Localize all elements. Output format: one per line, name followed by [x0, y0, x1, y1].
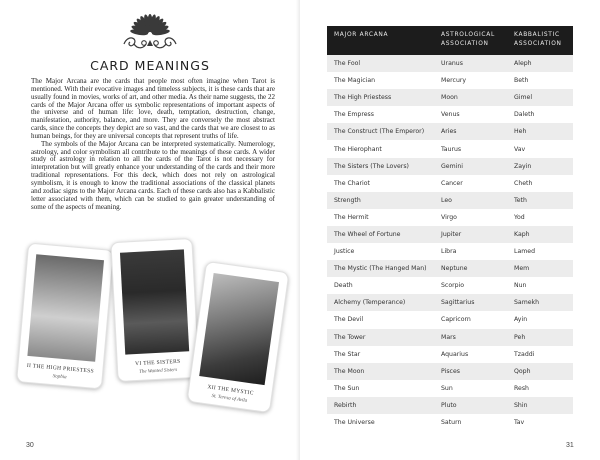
table-header-row [327, 26, 573, 55]
cell-astrological: Gemini [434, 158, 507, 175]
cell-kabbalistic: Ayin [507, 311, 573, 328]
cell-kabbalistic: Vav [507, 140, 573, 157]
header-kabbalistic: KABBALISTIC ASSOCIATION [507, 26, 573, 55]
cell-kabbalistic: Samekh [507, 294, 573, 311]
card-illustration [27, 254, 104, 362]
cell-kabbalistic: Shin [507, 397, 573, 414]
cell-astrological: Jupiter [434, 226, 507, 243]
page-number: 30 [26, 442, 34, 449]
card-caption: XII THE MYSTIC [206, 384, 255, 397]
table-row [327, 158, 573, 175]
table-row [327, 55, 573, 72]
cell-astrological: Virgo [434, 209, 507, 226]
table-row [327, 123, 573, 140]
cell-astrological: Neptune [434, 260, 507, 277]
page-title: CARD MEANINGS [90, 58, 210, 73]
table-body [327, 55, 573, 431]
cell-astrological: Cancer [434, 175, 507, 192]
associations-table [327, 26, 573, 431]
cell-kabbalistic: Zayin [507, 158, 573, 175]
table-row [327, 414, 573, 431]
table-row [327, 277, 573, 294]
cell-major-arcana: The Star [327, 346, 434, 363]
cell-astrological: Capricorn [434, 311, 507, 328]
cell-major-arcana: The Mystic (The Hanged Man) [327, 260, 434, 277]
body-text [31, 78, 275, 211]
cell-major-arcana: The Moon [327, 363, 434, 380]
cell-astrological: Saturn [434, 414, 507, 431]
cell-major-arcana: The Hermit [327, 209, 434, 226]
cell-astrological: Aquarius [434, 346, 507, 363]
cell-kabbalistic: Nun [507, 277, 573, 294]
table-row [327, 175, 573, 192]
cell-kabbalistic: Daleth [507, 106, 573, 123]
cell-astrological: Leo [434, 192, 507, 209]
cell-kabbalistic: Heh [507, 123, 573, 140]
cell-astrological: Pisces [434, 363, 507, 380]
cell-kabbalistic: Lamed [507, 243, 573, 260]
card-subtitle: Sophia [52, 374, 67, 381]
card-illustration [120, 249, 189, 354]
table-row [327, 329, 573, 346]
cell-major-arcana: Strength [327, 192, 434, 209]
cell-major-arcana: The Sun [327, 380, 434, 397]
card-caption: II THE HIGH PRIESTESS [26, 362, 95, 375]
tarot-card-mystic [187, 261, 290, 413]
cell-astrological: Scorpio [434, 277, 507, 294]
cell-major-arcana: The Magician [327, 72, 434, 89]
cell-astrological: Sagittarius [434, 294, 507, 311]
table-row [327, 346, 573, 363]
cell-major-arcana: The Construct (The Emperor) [327, 123, 434, 140]
header-major-arcana: MAJOR ARCANA [327, 26, 434, 55]
paragraph: The symbols of the Major Arcana can be interpreted systematically. Numerology, astrology, and color symbolism all contribute to the meanings of these cards. A wider study of astrology in relation to all the cards of the Tarot is not necessary for interpretation but will greatly enhance your understanding of the cards and their more traditional representations. For this deck, which does not rely on astrological symbolism, it is enough to know the traditional associations of the classical planets and zodiac signs to the Major Arcana cards. Each of these cards also has a Kabbalistic letter associated with them, which can be studied to gain greater understanding of some of the aspects of meaning. [31, 139, 275, 211]
cell-kabbalistic: Peh [507, 329, 573, 346]
cell-astrological: Taurus [434, 140, 507, 157]
table-row [327, 311, 573, 328]
cell-kabbalistic: Kaph [507, 226, 573, 243]
table-row [327, 106, 573, 123]
table-row [327, 294, 573, 311]
table-row [327, 397, 573, 414]
cell-major-arcana: Death [327, 277, 434, 294]
cell-kabbalistic: Gimel [507, 89, 573, 106]
cell-astrological: Venus [434, 106, 507, 123]
table-row [327, 72, 573, 89]
cell-major-arcana: Rebirth [327, 397, 434, 414]
palmette-fan-ornament-icon [118, 4, 182, 54]
tarot-card-high-priestess [16, 243, 114, 390]
table-row [327, 243, 573, 260]
cell-astrological: Mercury [434, 72, 507, 89]
table-row [327, 192, 573, 209]
cell-kabbalistic: Tzaddi [507, 346, 573, 363]
cell-major-arcana: The Universe [327, 414, 434, 431]
cell-major-arcana: The Fool [327, 55, 434, 72]
cell-major-arcana: The Empress [327, 106, 434, 123]
cell-major-arcana: The Tower [327, 329, 434, 346]
cell-kabbalistic: Tav [507, 414, 573, 431]
cell-astrological: Uranus [434, 55, 507, 72]
cell-major-arcana: The Chariot [327, 175, 434, 192]
table-row [327, 260, 573, 277]
card-illustration [199, 273, 279, 385]
table-row [327, 363, 573, 380]
card-subtitle: The Wanted Sisters [139, 367, 178, 375]
cell-kabbalistic: Beth [507, 72, 573, 89]
header-astrological: ASTROLOGICAL ASSOCIATION [434, 26, 507, 55]
cell-major-arcana: Alchemy (Temperance) [327, 294, 434, 311]
cell-major-arcana: The Hierophant [327, 140, 434, 157]
paragraph: The Major Arcana are the cards that people most often imagine when Tarot is mentioned. With their evocative images and timeless subjects, it is these cards that are usually found in movies, works of art, and other media. As their name suggests, the 22 cards of the Major Arcana offer us symbolic representations of important aspects of the universe and of human life: love, death, temptation, destruction, change, manifestation, authority, balance, and more. They are conversely the most abstract cards, since the concepts they depict are so vast, and the cards that we are closest to as human beings, for they are universal concepts that represent truths of life. [31, 77, 275, 140]
card-caption: VI THE SISTERS [134, 358, 181, 368]
cell-kabbalistic: Resh [507, 380, 573, 397]
table-row [327, 209, 573, 226]
cell-astrological: Sun [434, 380, 507, 397]
cell-major-arcana: The High Priestess [327, 89, 434, 106]
cell-major-arcana: The Sisters (The Lovers) [327, 158, 434, 175]
cell-astrological: Moon [434, 89, 507, 106]
cell-kabbalistic: Yod [507, 209, 573, 226]
tarot-card-sisters [110, 238, 199, 382]
cell-kabbalistic: Qoph [507, 363, 573, 380]
cell-astrological: Mars [434, 329, 507, 346]
cell-major-arcana: Justice [327, 243, 434, 260]
cell-astrological: Pluto [434, 397, 507, 414]
cell-astrological: Aries [434, 123, 507, 140]
table-row [327, 140, 573, 157]
cell-kabbalistic: Mem [507, 260, 573, 277]
page-number: 31 [566, 442, 574, 449]
table-row [327, 380, 573, 397]
table-row [327, 226, 573, 243]
cell-kabbalistic: Teth [507, 192, 573, 209]
cell-major-arcana: The Wheel of Fortune [327, 226, 434, 243]
cell-major-arcana: The Devil [327, 311, 434, 328]
cell-kabbalistic: Cheth [507, 175, 573, 192]
table-row [327, 89, 573, 106]
cell-kabbalistic: Aleph [507, 55, 573, 72]
cell-astrological: Libra [434, 243, 507, 260]
card-subtitle: St. Teresa of Avila [211, 393, 248, 404]
